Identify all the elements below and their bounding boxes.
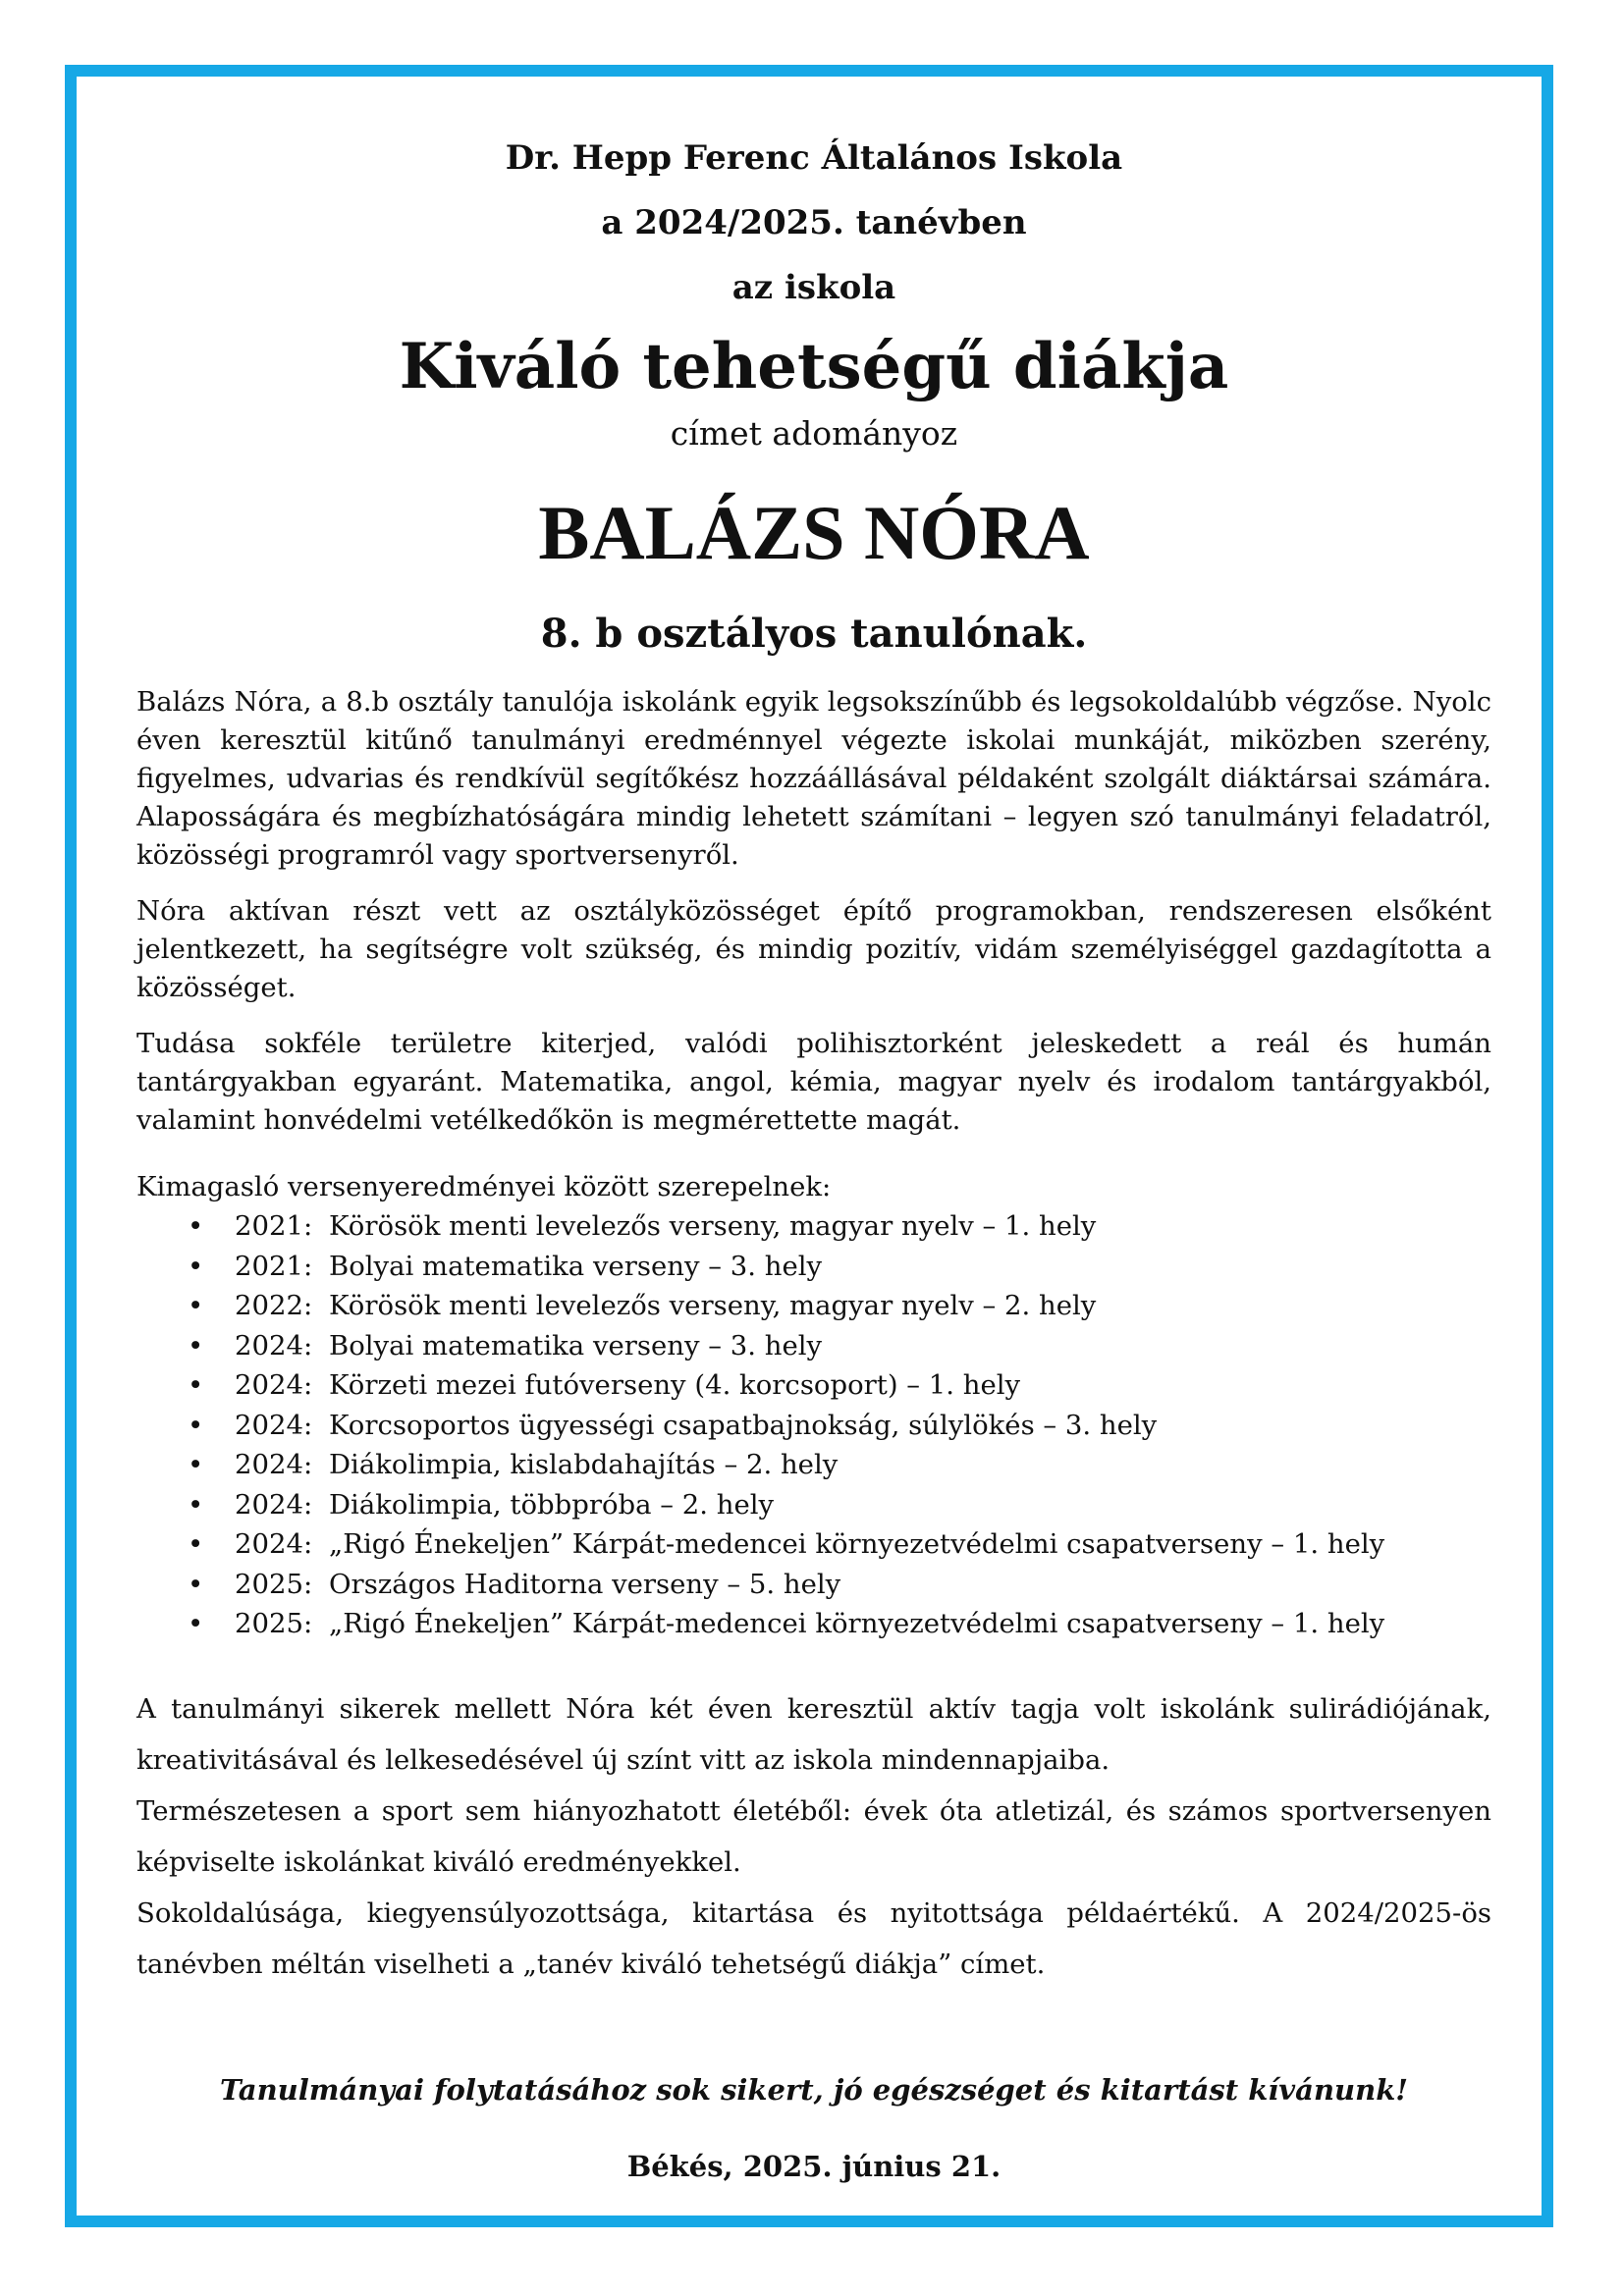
school-year: a 2024/2025. tanévben (601, 203, 1027, 242)
result-year: 2024: (235, 1409, 313, 1441)
bullet-icon: • (188, 1568, 204, 1600)
bullet-icon: • (188, 1290, 204, 1321)
result-text: Körösök menti levelezős verseny, magyar nyelv – 2. hely (329, 1290, 1097, 1321)
result-year: 2024: (235, 1329, 313, 1362)
result-text: „Rigó Énekeljen” Kárpát-medencei környezetvédelmi csapatverseny – 1. hely (329, 1608, 1385, 1639)
result-text: Országos Haditorna verseny – 5. hely (329, 1568, 841, 1600)
intro-line: az iskola (731, 268, 896, 307)
result-text: Diákolimpia, kislabdahajítás – 2. hely (329, 1449, 839, 1480)
result-text: Bolyai matematika verseny – 3. hely (329, 1250, 823, 1282)
bullet-icon: • (188, 1608, 204, 1639)
paragraph-2: Nóra aktívan részt vett az osztályközösséget építő programokban, rendszeresen elsőként jelentkezett, ha segítségre volt szükség, és mindig pozitív, vidám személyiséggel gazdagította a közösséget. (136, 895, 1491, 1003)
list-item (136, 1485, 1491, 1525)
bullet-icon: • (188, 1528, 204, 1560)
list-item (136, 1406, 1491, 1446)
result-text: Körzeti mezei futóverseny (4. korcsoport) – 1. hely (329, 1369, 1021, 1401)
closing-paragraph-1: A tanulmányi sikerek mellett Nóra két éven keresztül aktív tagja volt iskolánk sulirádiójának, kreativitásával és lelkesedésével új színt vitt az iskola mindennapjaiba. (136, 1692, 1491, 1776)
list-item (136, 1206, 1491, 1247)
class-line: 8. b osztályos tanulónak. (540, 611, 1088, 657)
result-year: 2024: (235, 1369, 313, 1401)
result-year: 2024: (235, 1488, 313, 1521)
result-year: 2025: (235, 1608, 313, 1639)
closing-paragraph-3: Sokoldalúsága, kiegyensúlyozottsága, kitartása és nyitottsága példaértékű. A 2024/2025-ös tanévben méltán viselheti a „tanév kiváló tehetségű diákja” címet. (136, 1896, 1491, 1980)
closing-wish: Tanulmányai folytatásához sok sikert, jó egészséget és kitartást kívánunk! (219, 2072, 1409, 2107)
result-year: 2022: (235, 1290, 313, 1321)
result-text: Diákolimpia, többpróba – 2. hely (329, 1488, 775, 1521)
results-intro: Kimagasló versenyeredményei között szerepelnek: (136, 1171, 832, 1202)
result-year: 2025: (235, 1568, 313, 1600)
result-text: Korcsoportos ügyességi csapatbajnokság, súlylökés – 3. hely (329, 1409, 1158, 1441)
student-name: BALÁZS NÓRA (538, 490, 1090, 575)
list-item (136, 1565, 1491, 1605)
award-subtitle: címet adományoz (670, 414, 958, 453)
paragraph-1: Balázs Nóra, a 8.b osztály tanulója iskolánk egyik legsokszínűbb és legsokoldalúbb végzőse. Nyolc éven keresztül kitűnő tanulmányi eredménnyel végezte iskolai munkáját, miközben szerény, figyelmes, udvarias és rendkívül segítőkész hozzáállásával példaként szolgált diáktársai számára. Alaposságára és megbízhatóságára mindig lehetett számítani – legyen szó tanulmányi feladatról, közösségi programról vagy sportversenyről. (136, 686, 1491, 871)
result-text: „Rigó Énekeljen” Kárpát-medencei környezetvédelmi csapatverseny – 1. hely (329, 1528, 1385, 1560)
bullet-icon: • (188, 1210, 204, 1242)
bullet-icon: • (188, 1329, 204, 1362)
award-title: Kiváló tehetségű diákja (399, 330, 1229, 403)
bullet-icon: • (188, 1369, 204, 1401)
bullet-icon: • (188, 1449, 204, 1480)
list-item (136, 1247, 1491, 1287)
result-year: 2024: (235, 1528, 313, 1560)
list-item (136, 1286, 1491, 1326)
result-year: 2021: (235, 1210, 313, 1242)
list-item (136, 1326, 1491, 1366)
place-and-date: Békés, 2025. június 21. (626, 2149, 1001, 2183)
certificate-content (136, 126, 1491, 2188)
list-item (136, 1524, 1491, 1565)
result-text: Bolyai matematika verseny – 3. hely (329, 1329, 823, 1362)
results-list (136, 1206, 1491, 1644)
bullet-icon: • (188, 1488, 204, 1521)
list-item (136, 1445, 1491, 1485)
result-text: Körösök menti levelezős verseny, magyar nyelv – 1. hely (329, 1210, 1097, 1242)
list-item (136, 1365, 1491, 1406)
result-year: 2024: (235, 1449, 313, 1480)
paragraph-3: Tudása sokféle területre kiterjed, valódi polihisztorként jeleskedett a reál és humán tantárgyakban egyaránt. Matematika, angol, kémia, magyar nyelv és irodalom tantárgyakból, valamint honvédelmi vetélkedőkön is megmérettette magát. (136, 1028, 1491, 1136)
result-year: 2021: (235, 1250, 313, 1282)
closing-paragraph-2: Természetesen a sport sem hiányozhatott életéből: évek óta atletizál, és számos sportversenyen képviselte iskolánkat kiváló eredményekkel. (136, 1794, 1491, 1878)
list-item (136, 1604, 1491, 1644)
bullet-icon: • (188, 1409, 204, 1441)
school-name: Dr. Hepp Ferenc Általános Iskola (505, 138, 1123, 178)
bullet-icon: • (188, 1250, 204, 1282)
